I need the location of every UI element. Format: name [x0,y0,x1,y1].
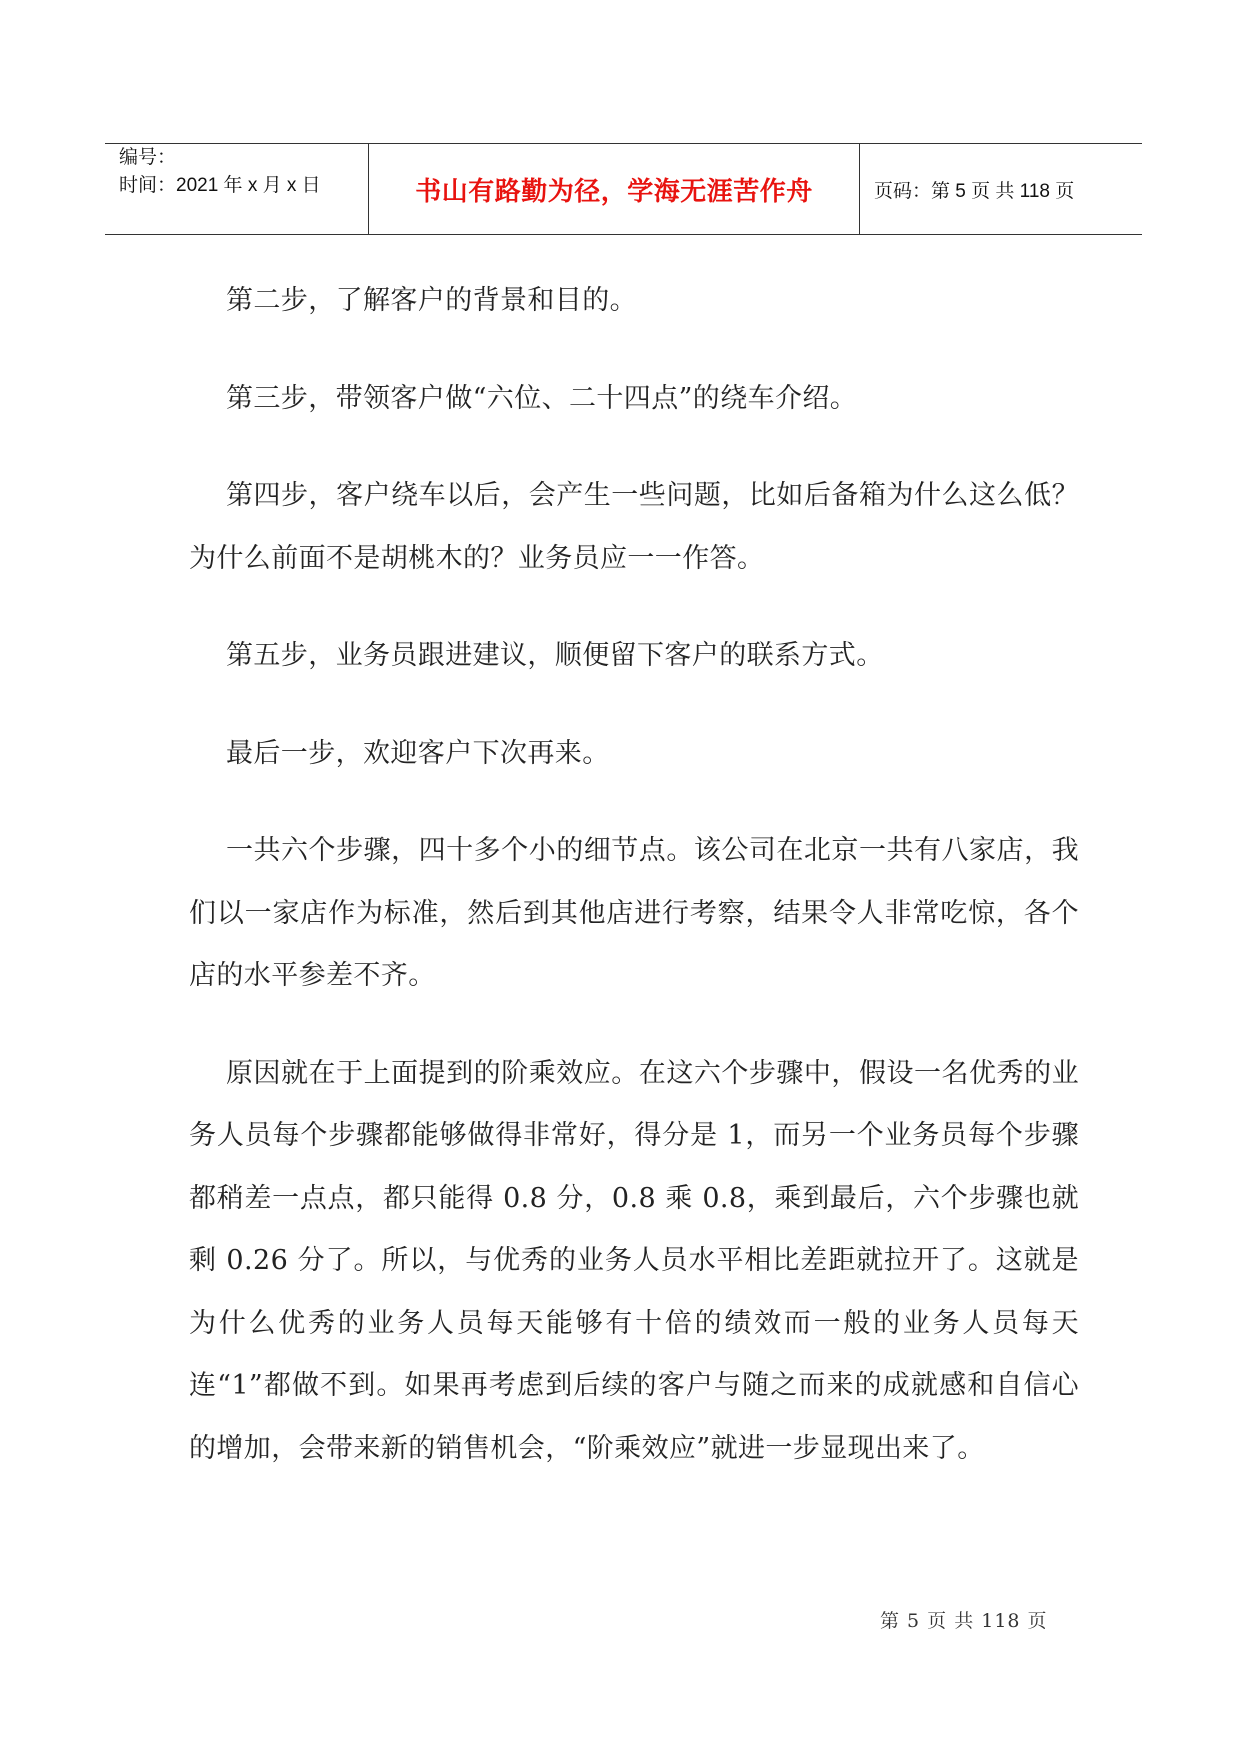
page-header [105,143,1142,235]
paragraph-factorial-effect: 原因就在于上面提到的阶乘效应。在这六个步骤中，假设一名优秀的业务人员每个步骤都能够做得非常好，得分是 1，而另一个业务员每个步骤都稍差一点点，都只能得 0.8 分，0.8 乘 0.8，乘到最后，六个步骤也就剩 0.26 分了。所以，与优秀的业务人员水平相比差距就拉开了。这就是为什么优秀的业务人员每天能够有十倍的绩效而一般的业务人员每天连“1”都做不到。如果再考虑到后续的客户与随之而来的成就感和自信心的增加，会带来新的销售机会，“阶乘效应”就进一步显现出来了。 [189,1057,1079,1464]
paragraph-step-3: 第三步，带领客户做“六位、二十四点”的绕车介绍。 [226,382,858,414]
header-motto-cell [369,144,860,234]
header-page-number: 页码：第 5 页 共 118 页 [874,180,1075,202]
motto-text: 书山有路勤为径，学海无涯苦作舟 [415,176,813,207]
paragraph-summary: 一共六个步骤，四十多个小的细节点。该公司在北京一共有八家店，我们以一家店作为标准，然后到其他店进行考察，结果令人非常吃惊，各个店的水平参差不齐。 [189,835,1079,991]
document-body [189,270,1079,1480]
date-label: 时间：2021 年 x 月 x 日 [119,175,321,196]
paragraph-step-2: 第二步，了解客户的背景和目的。 [226,285,637,316]
serial-number-label: 编号： [119,147,177,168]
paragraph-step-5: 第五步，业务员跟进建议，顺便留下客户的联系方式。 [226,640,884,671]
paragraph-final-step: 最后一步，欢迎客户下次再来。 [226,737,610,769]
paragraph-step-4: 第四步，客户绕车以后，会产生一些问题，比如后备箱为什么这么低？为什么前面不是胡桃木的？业务员应一一作答。 [189,480,1079,574]
header-meta-cell [105,144,369,234]
header-page-cell [860,144,1142,234]
page-footer: 第 5 页 共 118 页 [880,1610,1048,1632]
